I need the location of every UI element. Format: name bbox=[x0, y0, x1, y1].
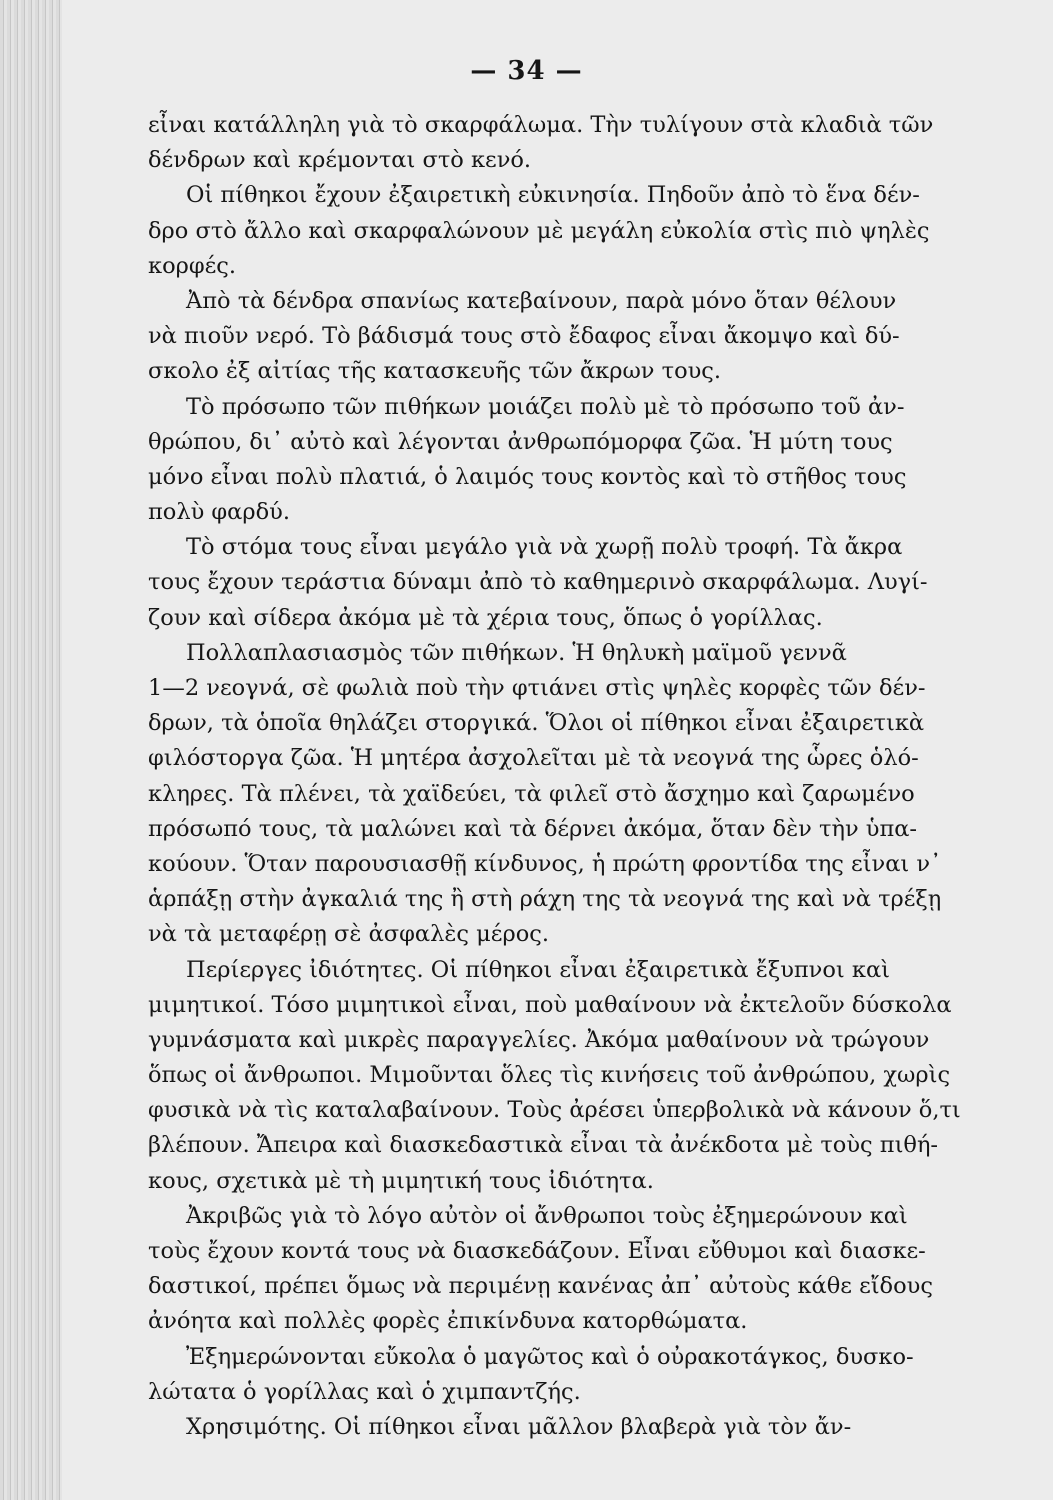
text-line: πρόσωπό τους, τὰ μαλώνει καὶ τὰ δέρνει ἀκόμα, ὅταν δὲν τὴν ὑπα- bbox=[148, 815, 918, 842]
text-line: τους ἔχουν τεράστια δύναμι ἀπὸ τὸ καθημερινὸ σκαρφάλωμα. Λυγί- bbox=[148, 569, 928, 596]
text-line: Πολλαπλασιασμὸς τῶν πιθήκων. Ἡ θηλυκὴ μαϊμοῦ γεννᾶ bbox=[186, 639, 847, 666]
text-line: Τὸ στόμα τους εἶναι μεγάλο γιὰ νὰ χωρῇ πολὺ τροφή. Τὰ ἄκρα bbox=[186, 534, 903, 561]
text-line: Οἱ πίθηκοι ἔχουν ἐξαιρετικὴ εὐκινησία. Πηδοῦν ἀπὸ τὸ ἕνα δέν- bbox=[186, 182, 920, 209]
text-line: Χρησιμότης. Οἱ πίθηκοι εἶναι μᾶλλον βλαβερὰ γιὰ τὸν ἄν- bbox=[186, 1413, 852, 1440]
text-line: εἶναι κατάλληλη γιὰ τὸ σκαρφάλωμα. Τὴν τυλίγουν στὰ κλαδιὰ τῶν bbox=[148, 112, 934, 138]
text-line: κούουν. Ὅταν παρουσιασθῇ κίνδυνος, ἡ πρώτη φροντίδα της εἶναι ν᾽ bbox=[148, 850, 942, 877]
text-line: Περίεργες ἰδιότητες. Οἱ πίθηκοι εἶναι ἐξαιρετικὰ ἔξυπνοι καὶ bbox=[186, 956, 890, 983]
text-line: ἀνόητα καὶ πολλὲς φορὲς ἐπικίνδυνα κατορθώματα. bbox=[148, 1308, 748, 1335]
text-line: μιμητικοί. Τόσο μιμητικοὶ εἶναι, ποὺ μαθαίνουν νὰ ἐκτελοῦν δύσκολα bbox=[148, 991, 952, 1018]
text-line: κορφές. bbox=[148, 252, 237, 279]
page-text bbox=[148, 108, 1053, 1445]
text-line: Ἀκριβῶς γιὰ τὸ λόγο αὐτὸν οἱ ἄνθρωποι τοὺς ἐξημερώνουν καὶ bbox=[186, 1202, 908, 1229]
text-line: σκολο ἐξ αἰτίας τῆς κατασκευῆς τῶν ἄκρων τους. bbox=[148, 358, 722, 385]
text-line: 1—2 νεογνά, σὲ φωλιὰ ποὺ τὴν φτιάνει στὶς ψηλὲς κορφὲς τῶν δέν- bbox=[148, 675, 926, 701]
text-line: Ἐξημερώνονται εὔκολα ὁ μαγῶτος καὶ ὁ οὐρακοτάγκος, δυσκο- bbox=[186, 1343, 914, 1370]
text-line: δρων, τὰ ὁποῖα θηλάζει στοργικά. Ὅλοι οἱ πίθηκοι εἶναι ἐξαιρετικὰ bbox=[148, 710, 925, 737]
page-stack-edge bbox=[0, 0, 62, 1500]
text-line: κληρες. Τὰ πλένει, τὰ χαϊδεύει, τὰ φιλεῖ στὸ ἄσχημο καὶ ζαρωμένο bbox=[148, 780, 915, 807]
text-line: ὅπως οἱ ἄνθρωποι. Μιμοῦνται ὅλες τὶς κινήσεις τοῦ ἀνθρώπου, χωρὶς bbox=[148, 1062, 951, 1089]
text-line: Ἀπὸ τὰ δένδρα σπανίως κατεβαίνουν, παρὰ μόνο ὅταν θέλουν bbox=[186, 287, 897, 314]
text-line: δαστικοί, πρέπει ὅμως νὰ περιμένῃ κανένας ἀπ᾽ αὐτοὺς κάθε εἴδους bbox=[148, 1273, 933, 1300]
text-line: θρώπου, δι᾽ αὐτὸ καὶ λέγονται ἀνθρωπόμορφα ζῶα. Ἡ μύτη τους bbox=[148, 428, 893, 455]
text-line: λώτατα ὁ γορίλλας καὶ ὁ χιμπαντζής. bbox=[148, 1378, 581, 1405]
text-line: βλέπουν. Ἄπειρα καὶ διασκεδαστικὰ εἶναι τὰ ἀνέκδοτα μὲ τοὺς πιθή- bbox=[148, 1132, 939, 1159]
page-number: — 34 — bbox=[470, 56, 583, 86]
text-line: κους, σχετικὰ μὲ τὴ μιμητική τους ἰδιότητα. bbox=[148, 1167, 654, 1194]
text-line: νὰ τὰ μεταφέρῃ σὲ ἀσφαλὲς μέρος. bbox=[148, 921, 549, 948]
text-line: τοὺς ἔχουν κοντά τους νὰ διασκεδάζουν. Εἶναι εὔθυμοι καὶ διασκε- bbox=[148, 1238, 926, 1264]
text-line: δένδρων καὶ κρέμονται στὸ κενό. bbox=[148, 147, 532, 174]
text-line: νὰ πιοῦν νερό. Τὸ βάδισμά τους στὸ ἔδαφος εἶναι ἄκομψο καὶ δύ- bbox=[148, 323, 900, 350]
text-line: πολὺ φαρδύ. bbox=[148, 499, 290, 526]
text-line: ζουν καὶ σίδερα ἀκόμα μὲ τὰ χέρια τους, ὅπως ὁ γορίλλας. bbox=[148, 604, 823, 631]
text-line: φυσικὰ νὰ τὶς καταλαβαίνουν. Τοὺς ἀρέσει ὑπερβολικὰ νὰ κάνουν ὅ,τι bbox=[148, 1097, 961, 1124]
text-line: Τὸ πρόσωπο τῶν πιθήκων μοιάζει πολὺ μὲ τὸ πρόσωπο τοῦ ἀν- bbox=[186, 393, 905, 420]
text-line: γυμνάσματα καὶ μικρὲς παραγγελίες. Ἀκόμα μαθαίνουν νὰ τρώγουν bbox=[148, 1026, 930, 1053]
text-line: ἁρπάξῃ στὴν ἀγκαλιά της ἢ στὴ ράχη της τὰ νεογνά της καὶ νὰ τρέξῃ bbox=[148, 886, 942, 913]
text-line: μόνο εἶναι πολὺ πλατιά, ὁ λαιμός τους κοντὸς καὶ τὸ στῆθος τους bbox=[148, 463, 907, 490]
text-line: δρο στὸ ἄλλο καὶ σκαρφαλώνουν μὲ μεγάλη εὐκολία στὶς πιὸ ψηλὲς bbox=[148, 217, 930, 244]
text-line: φιλόστοργα ζῶα. Ἡ μητέρα ἀσχολεῖται μὲ τὰ νεογνά της ὧρες ὁλό- bbox=[148, 745, 919, 772]
